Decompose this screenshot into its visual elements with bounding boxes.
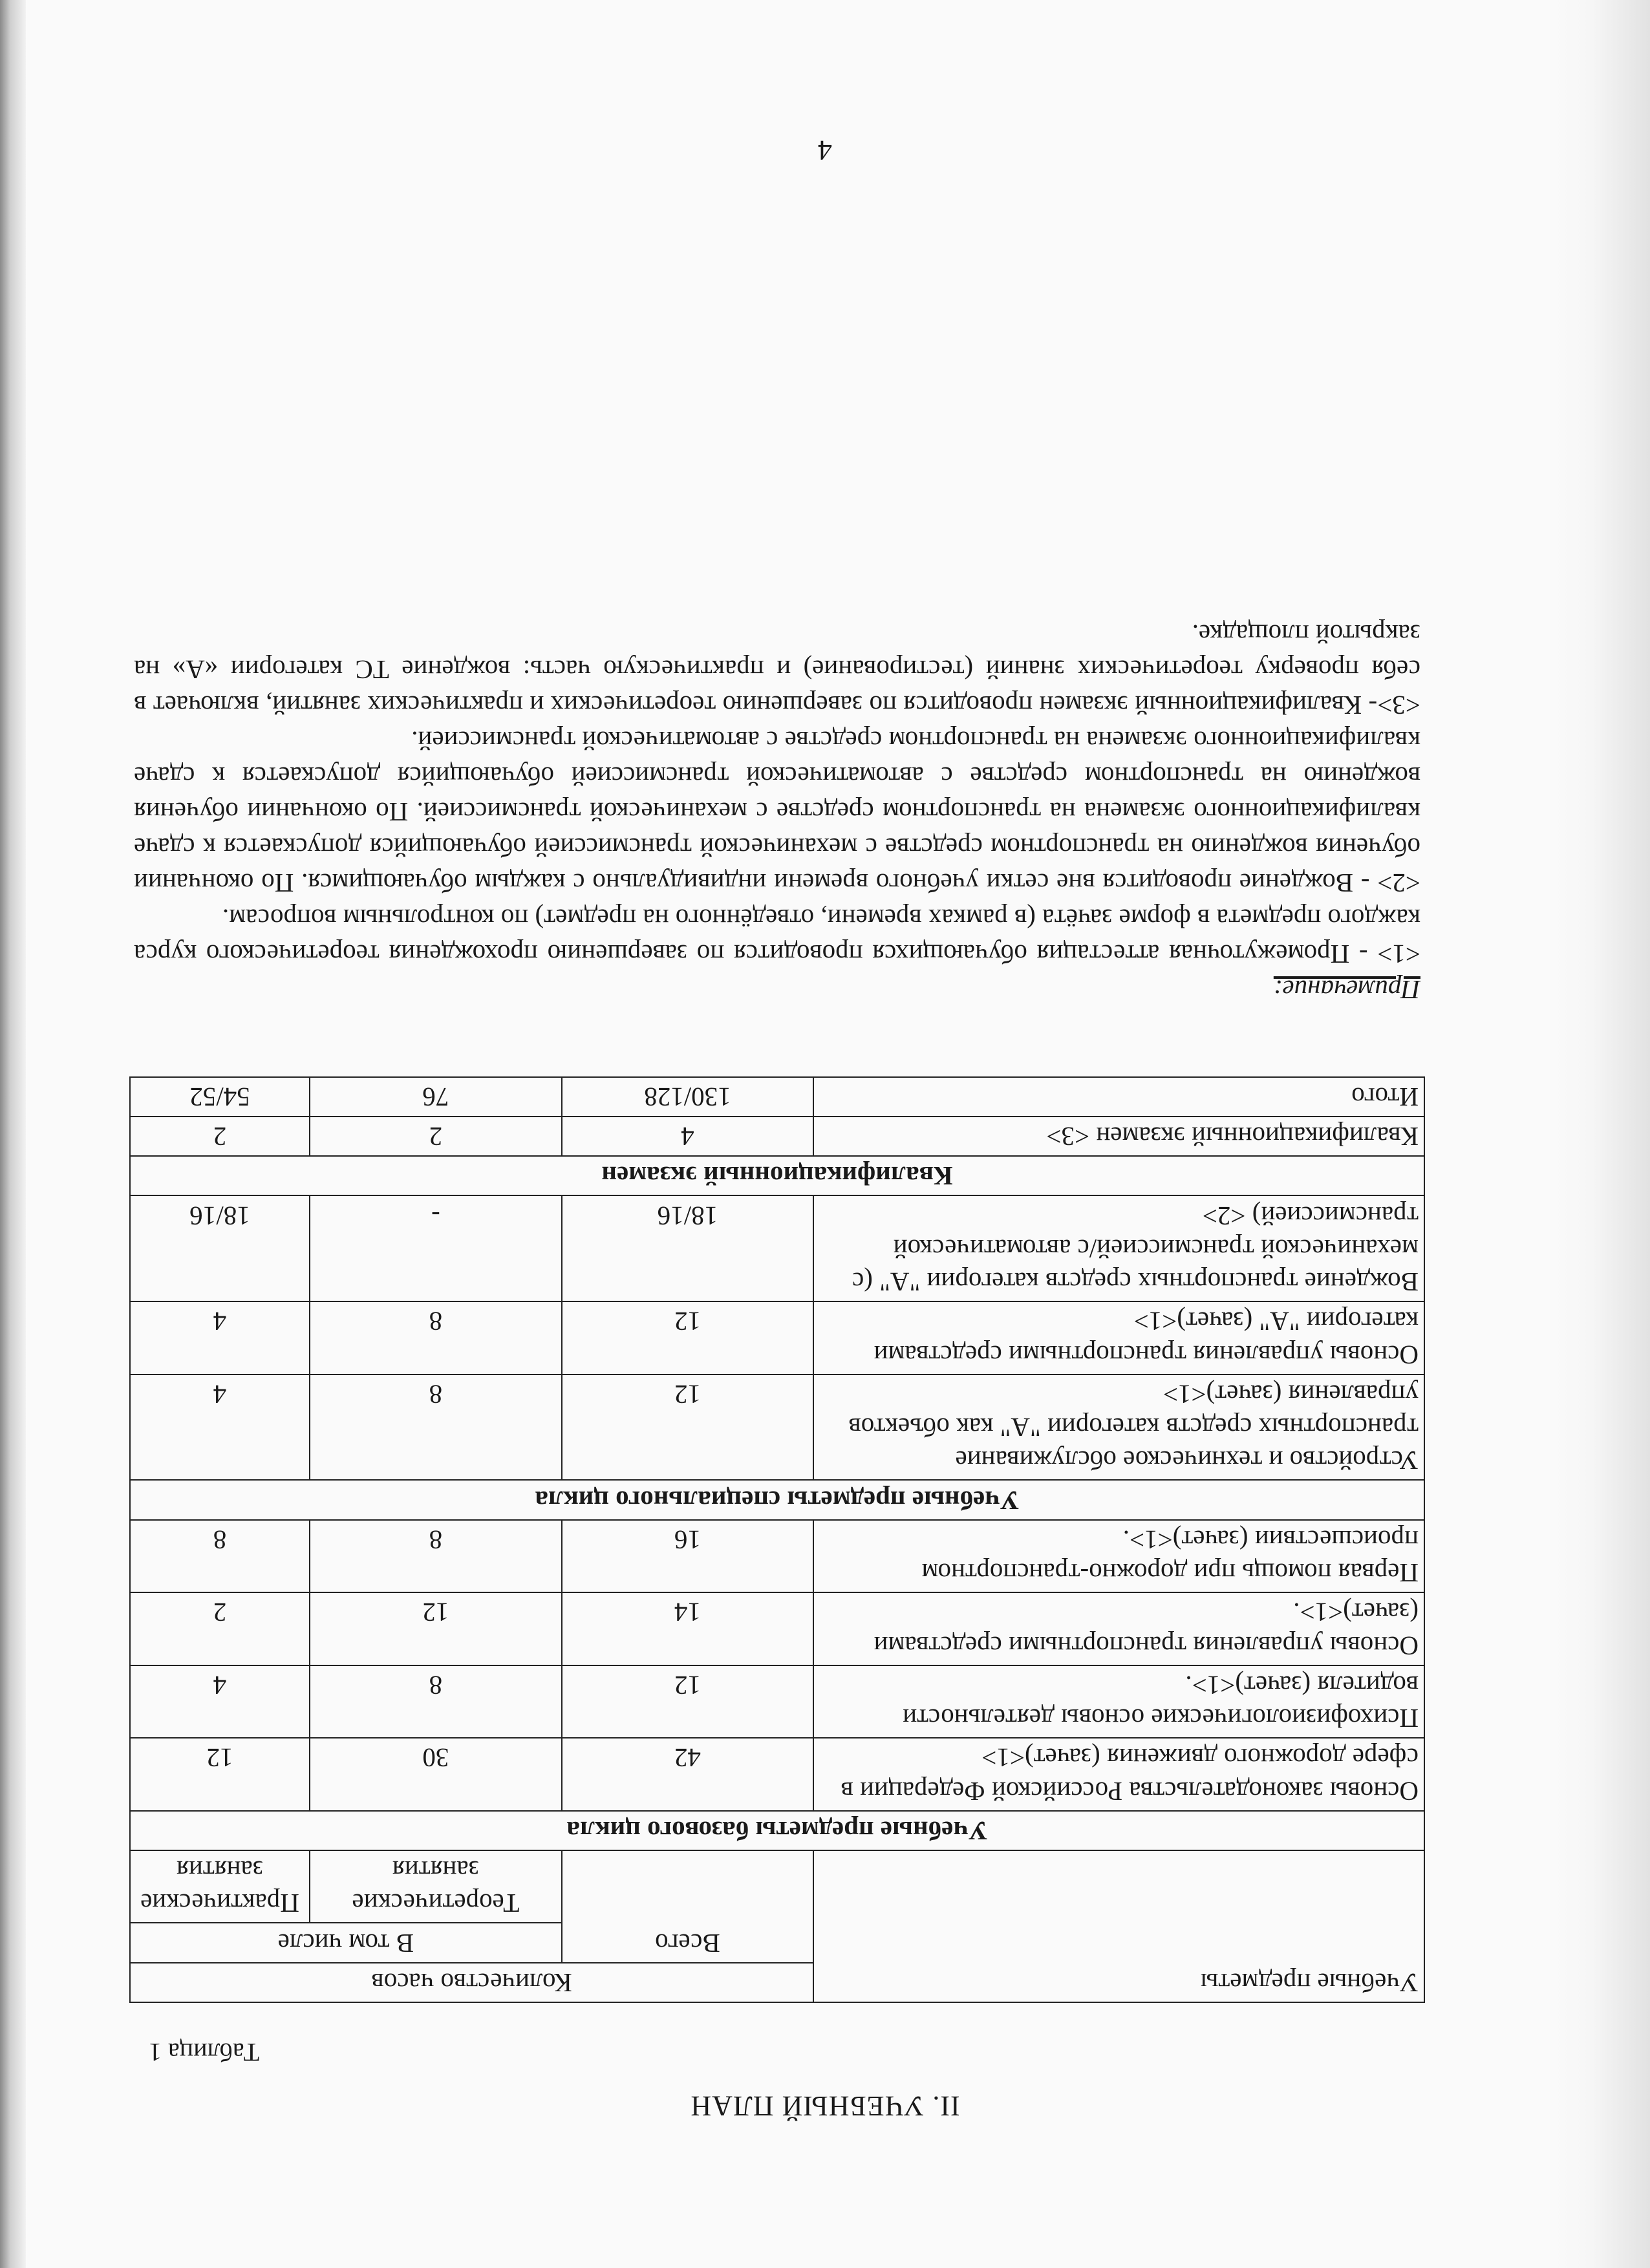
table-row [130, 1117, 1424, 1156]
table-row [130, 1520, 1424, 1593]
total-cell: 4 [562, 1117, 813, 1156]
theory-cell: 8 [310, 1665, 562, 1738]
subject-cell: Вождение транспортных средств категории "А" (с механической трансмиссией/с автоматической трансмиссией) <2> [813, 1196, 1424, 1302]
table-row [130, 1196, 1424, 1302]
section-row-exam [130, 1156, 1424, 1195]
total-cell: 14 [562, 1592, 813, 1665]
section-heading: II. УЧЕБНЫЙ ПЛАН [690, 2090, 960, 2122]
total-cell: 12 [562, 1375, 813, 1481]
total-cell: 130/128 [562, 1077, 813, 1117]
section-title: Квалификационный экзамен [130, 1156, 1424, 1195]
table-row [130, 1738, 1424, 1811]
practice-cell: 2 [130, 1117, 310, 1156]
section-title: Учебные предметы специального цикла [130, 1481, 1424, 1520]
theory-cell: 8 [310, 1520, 562, 1593]
subject-cell: Основы управления транспортными средствами (зачет)<1>. [813, 1592, 1424, 1665]
table-caption: Таблица 1 [149, 2038, 260, 2067]
page-number: 4 [818, 134, 832, 166]
section-row-basic [130, 1811, 1424, 1850]
table-row [130, 1665, 1424, 1738]
theory-cell: 8 [310, 1301, 562, 1375]
note-item: <2> - Вождение проводится вне сетки учебного времени индивидуально с каждым обучающимся. По окончании обучения вождению на транспортном средстве с механической трансмиссией обучающийся допускается к сдаче квалификационного экзамена на транспортном средстве с механической трансмиссией. По окончании обучения вождению на транспортном средстве с автоматической трансмиссией обучающийся допускается к сдаче квалификационного экзамена на транспортном средстве с автоматической трансмиссией. [134, 726, 1420, 898]
note-item: <3>- Квалификационный экзамен проводится по завершению теоретических и практических занятий, включает в себя проверку теоретических знаний (тестирование) и практическую часть: вождение ТС категории «А» на закрытой площадке. [134, 619, 1420, 720]
total-cell: 42 [562, 1738, 813, 1811]
subject-cell: Итого [813, 1077, 1424, 1117]
scan-edge-shadow [1553, 0, 1650, 2268]
practice-cell: 8 [130, 1520, 310, 1593]
practice-cell: 12 [130, 1738, 310, 1811]
table-row [130, 1375, 1424, 1481]
notes-title: Примечание: [1273, 975, 1420, 1005]
subject-cell: Основы управления транспортными средствами категории "А" (зачет)<1> [813, 1301, 1424, 1375]
practice-cell: 54/52 [130, 1077, 310, 1117]
notes-block [134, 616, 1420, 1007]
subject-cell: Психофизиологические основы деятельности водителя (зачет)<1>. [813, 1665, 1424, 1738]
total-cell: 16 [562, 1520, 813, 1593]
theory-cell: 76 [310, 1077, 562, 1117]
section-row-special [130, 1481, 1424, 1520]
practice-cell: 2 [130, 1592, 310, 1665]
subject-cell: Квалификационный экзамен <3> [813, 1117, 1424, 1156]
theory-cell: 30 [310, 1738, 562, 1811]
total-cell: 12 [562, 1665, 813, 1738]
header-theory: Теоретические занятия [310, 1850, 562, 1923]
section-title: Учебные предметы базового цикла [130, 1811, 1424, 1850]
header-hours: Количество часов [130, 1963, 813, 2002]
scan-edge-shadow [0, 0, 26, 2268]
table-row [130, 1301, 1424, 1375]
practice-cell: 18/16 [130, 1196, 310, 1302]
theory-cell: 2 [310, 1117, 562, 1156]
curriculum-table [129, 1076, 1425, 2003]
theory-cell: 8 [310, 1375, 562, 1481]
table-header-row [130, 1963, 1424, 2002]
total-cell: 12 [562, 1301, 813, 1375]
subject-cell: Устройство и техническое обслуживание транспортных средств категории "А" как объектов управления (зачет)<1> [813, 1375, 1424, 1481]
table-row [130, 1592, 1424, 1665]
total-cell: 18/16 [562, 1196, 813, 1302]
total-row [130, 1077, 1424, 1117]
note-item: <1> - Промежуточная аттестация обучающихся проводится по завершению прохождения теоретического курса каждого предмета в форме зачёта (в рамках времени, отведённого на предмет) по контрольным вопросам. [134, 904, 1420, 969]
theory-cell: - [310, 1196, 562, 1302]
practice-cell: 4 [130, 1665, 310, 1738]
header-subjects: Учебные предметы [813, 1850, 1424, 2002]
header-including: В том числе [130, 1923, 562, 1963]
practice-cell: 4 [130, 1301, 310, 1375]
subject-cell: Основы законодательства Российской Федерации в сфере дорожного движения (зачет)<1> [813, 1738, 1424, 1811]
theory-cell: 12 [310, 1592, 562, 1665]
subject-cell: Первая помощь при дорожно-транспортном происшествии (зачет)<1>. [813, 1520, 1424, 1593]
header-total: Всего [562, 1850, 813, 1963]
header-practice: Практические занятия [130, 1850, 310, 1923]
practice-cell: 4 [130, 1375, 310, 1481]
